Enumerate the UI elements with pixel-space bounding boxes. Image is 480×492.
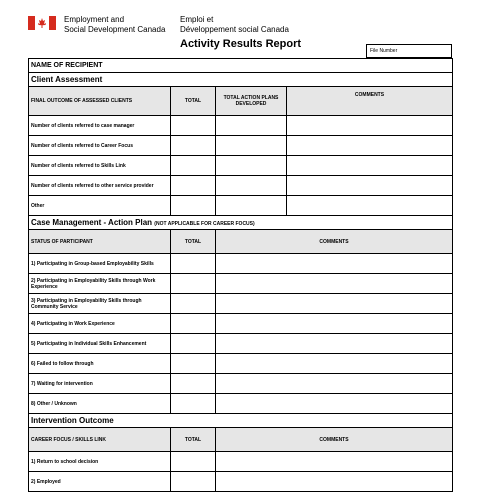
- comments-cell[interactable]: [287, 116, 453, 136]
- table-row: [29, 116, 453, 136]
- table-row: [29, 452, 453, 472]
- column-header: COMMENTS: [216, 230, 453, 254]
- comments-cell[interactable]: [287, 156, 453, 176]
- file-number-label: File Number: [370, 48, 398, 54]
- total-cell[interactable]: [171, 394, 216, 414]
- action-plans-cell[interactable]: [216, 156, 287, 176]
- action-plans-cell[interactable]: [216, 176, 287, 196]
- dept-fr-line2: Développement social Canada: [180, 25, 289, 34]
- column-header: FINAL OUTCOME OF ASSESSED CLIENTS: [29, 87, 171, 116]
- table-row: [29, 294, 453, 314]
- row-label: Number of clients referred to Skills Link: [29, 156, 171, 176]
- department-name-fr: [180, 15, 289, 35]
- comments-cell[interactable]: [287, 136, 453, 156]
- canada-flag-icon: [28, 16, 56, 30]
- column-header: COMMENTS: [287, 87, 453, 116]
- comments-cell[interactable]: [216, 354, 453, 374]
- total-cell[interactable]: [171, 294, 216, 314]
- table-row: [29, 136, 453, 156]
- case-management-note: (NOT APPLICABLE FOR CAREER FOCUS): [154, 221, 255, 227]
- row-label: 8) Other / Unknown: [29, 394, 171, 414]
- intervention-section: [29, 414, 453, 428]
- total-cell[interactable]: [171, 196, 216, 216]
- case-management-title-text: Case Management - Action Plan: [31, 218, 153, 227]
- row-label: 7) Waiting for intervention: [29, 374, 171, 394]
- recipient-row: [29, 59, 453, 73]
- table-row: [29, 472, 453, 492]
- table-row: [29, 254, 453, 274]
- page-title: Activity Results Report: [180, 38, 302, 50]
- table-row: [29, 196, 453, 216]
- column-header: STATUS OF PARTICIPANT: [29, 230, 171, 254]
- comments-cell[interactable]: [216, 334, 453, 354]
- case-management-title: [29, 216, 453, 230]
- row-label: Number of clients referred to Career Focus: [29, 136, 171, 156]
- total-cell[interactable]: [171, 156, 216, 176]
- row-label: 4) Participating in Work Experience: [29, 314, 171, 334]
- case-management-header: [29, 230, 453, 254]
- dept-en-line2: Social Development Canada: [64, 25, 166, 34]
- row-label: Number of clients referred to case manager: [29, 116, 171, 136]
- comments-cell[interactable]: [216, 314, 453, 334]
- action-plans-cell[interactable]: [216, 196, 287, 216]
- comments-cell[interactable]: [216, 254, 453, 274]
- intervention-title: Intervention Outcome: [29, 414, 453, 428]
- table-row: [29, 354, 453, 374]
- comments-cell[interactable]: [216, 452, 453, 472]
- row-label: 1) Participating in Group-based Employability Skills: [29, 254, 171, 274]
- comments-cell[interactable]: [287, 196, 453, 216]
- form-header: [0, 0, 480, 58]
- column-header: TOTAL ACTION PLANS DEVELOPED: [216, 87, 287, 116]
- table-row: [29, 334, 453, 354]
- row-label: 6) Failed to follow through: [29, 354, 171, 374]
- row-label: 2) Employed: [29, 472, 171, 492]
- row-label: 1) Return to school decision: [29, 452, 171, 472]
- action-plans-cell[interactable]: [216, 116, 287, 136]
- table-row: [29, 274, 453, 294]
- table-row: [29, 374, 453, 394]
- column-header: TOTAL: [171, 428, 216, 452]
- row-label: Other: [29, 196, 171, 216]
- column-header: TOTAL: [171, 230, 216, 254]
- total-cell[interactable]: [171, 314, 216, 334]
- comments-cell[interactable]: [216, 294, 453, 314]
- column-header: CAREER FOCUS / SKILLS LINK: [29, 428, 171, 452]
- client-assessment-header: [29, 87, 453, 116]
- total-cell[interactable]: [171, 374, 216, 394]
- recipient-name-field[interactable]: [29, 59, 453, 73]
- total-cell[interactable]: [171, 354, 216, 374]
- dept-en-line1: Employment and: [64, 15, 125, 24]
- total-cell[interactable]: [171, 136, 216, 156]
- dept-fr-line1: Emploi et: [180, 15, 214, 24]
- case-management-section: [29, 216, 453, 230]
- row-label: Number of clients referred to other service provider: [29, 176, 171, 196]
- action-plans-cell[interactable]: [216, 136, 287, 156]
- column-header: COMMENTS: [216, 428, 453, 452]
- comments-cell[interactable]: [287, 176, 453, 196]
- comments-cell[interactable]: [216, 394, 453, 414]
- row-label: 5) Participating in Individual Skills Enhancement: [29, 334, 171, 354]
- comments-cell[interactable]: [216, 472, 453, 492]
- column-header: TOTAL: [171, 87, 216, 116]
- department-name-en: [64, 15, 165, 35]
- comments-cell[interactable]: [216, 274, 453, 294]
- total-cell[interactable]: [171, 274, 216, 294]
- total-cell[interactable]: [171, 254, 216, 274]
- table-row: [29, 156, 453, 176]
- client-assessment-section: [29, 73, 453, 87]
- table-row: [29, 176, 453, 196]
- total-cell[interactable]: [171, 176, 216, 196]
- total-cell[interactable]: [171, 334, 216, 354]
- intervention-header: [29, 428, 453, 452]
- report-form-table: [28, 58, 453, 492]
- total-cell[interactable]: [171, 116, 216, 136]
- comments-cell[interactable]: [216, 374, 453, 394]
- row-label: 3) Participating in Employability Skills through Community Service: [29, 294, 171, 314]
- file-number-field[interactable]: [366, 44, 452, 58]
- total-cell[interactable]: [171, 472, 216, 492]
- table-row: [29, 314, 453, 334]
- recipient-label: NAME OF RECIPIENT: [31, 62, 103, 69]
- row-label: 2) Participating in Employability Skills through Work Experience: [29, 274, 171, 294]
- total-cell[interactable]: [171, 452, 216, 472]
- client-assessment-title: Client Assessment: [29, 73, 453, 87]
- table-row: [29, 394, 453, 414]
